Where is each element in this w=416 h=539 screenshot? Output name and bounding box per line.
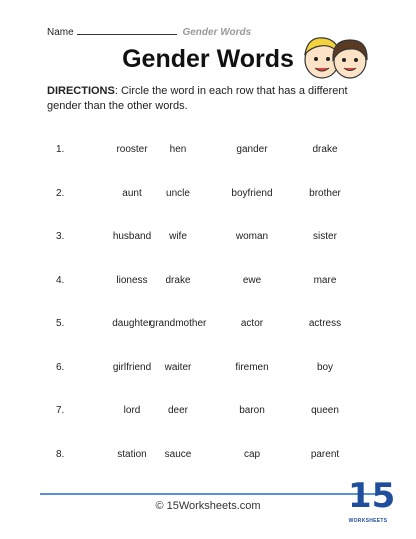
row-number: 3. xyxy=(56,231,65,242)
row-number: 7. xyxy=(56,405,65,416)
logo-number: 15 xyxy=(348,476,396,516)
word-row xyxy=(0,362,416,376)
row-number: 8. xyxy=(56,448,65,460)
word-option[interactable]: girlfriend xyxy=(112,361,152,373)
word-option[interactable]: waiter xyxy=(164,361,192,373)
word-row xyxy=(0,144,416,158)
word-row xyxy=(0,188,416,202)
word-option[interactable]: queen xyxy=(311,405,339,416)
directions-label: DIRECTIONS xyxy=(47,85,115,97)
kids-illustration xyxy=(298,30,372,82)
name-line xyxy=(47,25,251,38)
word-option[interactable]: wife xyxy=(169,231,187,242)
logo-word: WORKSHEETS xyxy=(348,518,388,524)
word-option[interactable]: boy xyxy=(316,361,334,373)
row-number: 2. xyxy=(56,187,65,199)
word-option[interactable]: sauce xyxy=(164,448,192,460)
word-option[interactable]: grandmother xyxy=(149,318,207,329)
word-option[interactable]: actress xyxy=(308,318,342,329)
word-option[interactable]: uncle xyxy=(166,187,190,199)
name-label: Name xyxy=(47,27,74,38)
name-blank[interactable] xyxy=(77,25,177,35)
row-number: 6. xyxy=(56,361,65,373)
word-option[interactable]: baron xyxy=(239,405,265,416)
word-option[interactable]: drake xyxy=(165,274,191,286)
row-number: 4. xyxy=(56,274,65,286)
word-row xyxy=(0,318,416,332)
word-option[interactable]: boyfriend xyxy=(231,187,273,199)
word-option[interactable]: hen xyxy=(169,144,187,155)
footer-copyright: © 15Worksheets.com xyxy=(155,500,261,512)
word-option[interactable]: daughter xyxy=(112,318,152,329)
word-option[interactable]: rooster xyxy=(116,144,148,155)
word-row xyxy=(0,231,416,245)
word-option[interactable]: brother xyxy=(309,187,341,199)
page-title: Gender Words xyxy=(122,45,294,73)
word-option[interactable]: station xyxy=(117,448,147,460)
word-option[interactable]: aunt xyxy=(122,187,142,199)
word-option[interactable]: gander xyxy=(236,144,268,155)
row-number: 1. xyxy=(56,144,65,155)
row-number: 5. xyxy=(56,318,65,329)
word-option[interactable]: actor xyxy=(240,318,264,329)
topic-label: Gender Words xyxy=(182,27,252,38)
word-option[interactable]: cap xyxy=(243,448,261,460)
directions-text: : Circle the word in each row that has a different gender than the other words. xyxy=(47,85,348,112)
word-row xyxy=(0,405,416,419)
directions xyxy=(47,84,367,113)
word-row xyxy=(0,275,416,289)
word-option[interactable]: sister xyxy=(313,231,337,242)
word-option[interactable]: lioness xyxy=(116,274,148,286)
word-row xyxy=(0,449,416,463)
word-option[interactable]: parent xyxy=(310,448,340,460)
word-option[interactable]: lord xyxy=(123,405,141,416)
word-option[interactable]: husband xyxy=(112,231,152,242)
word-option[interactable]: woman xyxy=(235,231,269,242)
word-option[interactable]: drake xyxy=(312,144,338,155)
word-option[interactable]: deer xyxy=(167,405,188,416)
footer-divider xyxy=(40,493,376,495)
word-option[interactable]: ewe xyxy=(242,274,262,286)
word-option[interactable]: mare xyxy=(313,274,337,286)
worksheets-logo xyxy=(348,476,396,532)
word-option[interactable]: firemen xyxy=(235,361,269,373)
